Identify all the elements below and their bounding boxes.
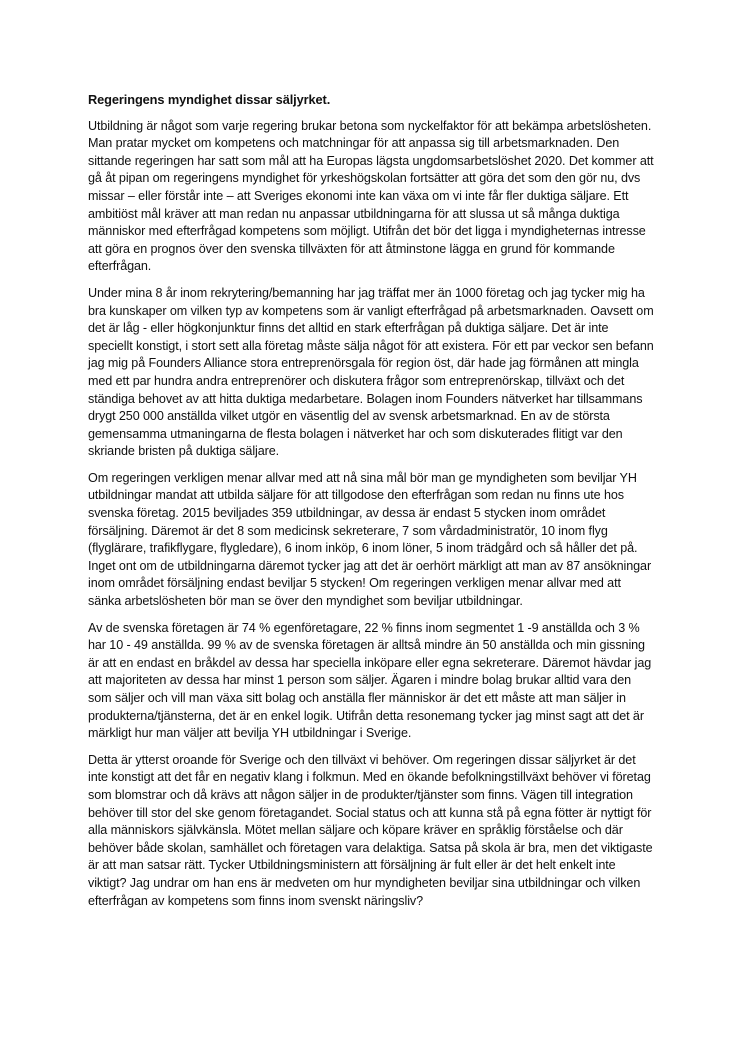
paragraph-4: Av de svenska företagen är 74 % egenföretagare, 22 % finns inom segmentet 1 -9 anställda och 3 % har 10 - 49 anställda. 99 % av de svenska företagen är alltså mindre än 50 anställda och min gissning är att en endast en bråkdel av dessa har speciella inköpare eller egna sekreterare. Däremot hävdar jag att majoriteten av dessa har minst 1 person som säljer. Ägaren i mindre bolag brukar alltid vara den som säljer och vill man växa sitt bolag och anställa fler människor är det ett måste att man säljer in produkterna/tjänsterna, det är en enkel logik. Utifrån detta resonemang tycker jag minst sagt att det är märkligt hur man väljer att bevilja YH utbildningar i Sverige. <box>88 620 652 741</box>
paragraph-2: Under mina 8 år inom rekrytering/bemanning har jag träffat mer än 1000 företag och jag tycker mig ha bra kunskaper om vilken typ av kompetens som är vanligt efterfrågad på arbetsmarknaden. Oavsett om det är låg - eller högkonjunktur finns det alltid en stark efterfrågan på duktiga säljare. Det är inte speciellt konstigt, i stort sett alla företag måste sälja något för att existera. För ett par veckor sen befann jag mig på Founders Alliance stora entreprenörsgala för region öst, där hade jag förmånen att mingla med ett par hundra andra entreprenörer och diskutera frågor som entreprenörskap, tillväxt och det ständiga behovet av att hitta duktiga medarbetare. Bolagen inom Founders nätverket har tillsammans drygt 250 000 anställda vilket utgör en väsentlig del av svensk arbetsmarknad. En av de största gemensamma utmaningarna de flesta bolagen i nätverket har och som diskuterades flitigt var den skriande bristen på duktiga säljare. <box>88 285 654 459</box>
paragraph-1: Utbildning är något som varje regering brukar betona som nyckelfaktor för att bekämpa arbetslösheten. Man pratar mycket om kompetens och matchningar för att anpassa sig till arbetsmarknaden. Den sittande regeringen har satt som mål att ha Europas lägsta ungdomsarbetslöshet 2020. Det kommer att gå åt pipan om regeringens myndighet för yrkeshögskolan fortsätter att göra det som den gör nu, dvs missar – eller förstår inte – att Sveriges ekonomi inte kan växa om vi inte får fler duktiga säljare. Ett ambitiöst mål kräver att man redan nu anpassar utbildningarna för att slussa ut så många duktiga människor med efterfrågad kompetens som möjligt. Utifrån det bör det ligga i myndigheternas intresse att göra en prognos över den svenska tillväxten för att åtminstone lägga en grund för kommande efterfrågan. <box>88 118 654 274</box>
document-title: Regeringens myndighet dissar säljyrket. <box>88 92 331 107</box>
document-body <box>88 91 654 919</box>
paragraph-5: Detta är ytterst oroande för Sverige och den tillväxt vi behöver. Om regeringen dissar säljyrket är det inte konstigt att det får en negativ klang i folkmun. Med en ökande befolkningstillväxt behöver vi företag som blomstrar och då krävs att någon säljer in de produkter/tjänster som finns. Vägen till integration behöver till stor del ske genom företagandet. Social status och att kunna stå på egna fötter är nyttigt för alla människors självkänsla. Mötet mellan säljare och köpare kräver en språklig förståelse och där behöver både skolan, samhället och företagen vara delaktiga. Satsa på skola är bra, men det viktigaste är att man satsar rätt. Tycker Utbildningsministern att försäljning är fult eller är det helt enkelt inte viktigt? Jag undrar om han ens är medveten om hur myndigheten beviljar sina utbildningar och vilken efterfrågan av kompetens som finns inom svenskt näringsliv? <box>88 752 653 908</box>
paragraph-3: Om regeringen verkligen menar allvar med att nå sina mål bör man ge myndigheten som beviljar YH utbildningar mandat att utbilda säljare för att tillgodose den efterfrågan som redan nu finns ute hos svenska företag. 2015 beviljades 359 utbildningar, av dessa är endast 5 stycken inom området försäljning. Däremot är det 8 som medicinsk sekreterare, 7 som vårdadministratör, 10 inom flyg (flyglärare, trafikflygare, flygledare), 6 inom inköp, 6 inom löner, 5 inom trädgård och så håller det på. Inget ont om de utbildningarna däremot tycker jag att det är oerhört märkligt att man av 87 ansökningar inom området försäljning endast beviljar 5 stycken! Om regeringen verkligen menar allvar med att sänka arbetslösheten bör man se över den myndighet som beviljar utbildningar. <box>88 470 652 609</box>
